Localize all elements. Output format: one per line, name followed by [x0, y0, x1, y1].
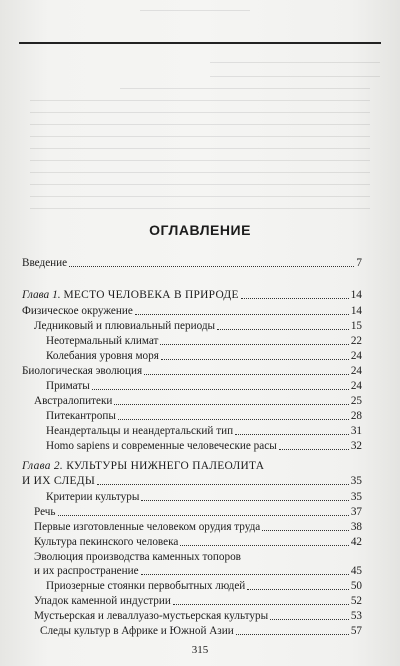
toc-chapter-2-heading[interactable] — [22, 460, 264, 472]
dot-leader — [270, 618, 349, 620]
entry-label: Неандертальцы и неандертальский тип — [46, 425, 234, 437]
chapter-title: КУЛЬТУРЫ НИЖНЕГО ПАЛЕОЛИТА — [66, 460, 265, 472]
toc-entry[interactable] — [22, 304, 362, 318]
entry-page: 25 — [350, 395, 362, 407]
entry-page: 53 — [350, 610, 362, 622]
entry-page: 15 — [350, 320, 362, 332]
toc-entry[interactable] — [46, 439, 362, 453]
entry-label: Приматы — [46, 380, 90, 392]
toc-entry[interactable] — [22, 364, 362, 378]
dot-leader — [160, 343, 348, 345]
entry-label: Культура пекинского человека — [34, 536, 179, 548]
dot-leader — [173, 603, 349, 605]
entry-page: 14 — [350, 305, 362, 317]
entry-page: 52 — [350, 595, 362, 607]
dot-leader — [97, 483, 349, 485]
toc-entry[interactable] — [46, 424, 362, 438]
dot-leader — [241, 297, 349, 299]
dot-leader — [262, 529, 349, 531]
chapter-number: Глава 1. — [22, 289, 61, 301]
toc-entry[interactable] — [34, 505, 362, 519]
entry-page: 24 — [350, 350, 362, 362]
entry-page: 57 — [350, 625, 362, 637]
toc-chapter-1[interactable] — [22, 288, 362, 302]
bleed-through-text — [0, 0, 400, 260]
dot-leader — [141, 499, 348, 501]
dot-leader — [235, 433, 349, 435]
dot-leader — [135, 313, 349, 315]
toc-entry[interactable] — [34, 564, 362, 578]
toc-entry[interactable] — [46, 379, 362, 393]
entry-page: 45 — [350, 565, 362, 577]
dot-leader — [144, 373, 349, 375]
toc-entry[interactable] — [40, 624, 362, 638]
chapter-number: Глава 2. — [22, 460, 64, 472]
entry-page: 24 — [350, 365, 362, 377]
entry-page: 35 — [350, 491, 362, 503]
header-rule — [19, 42, 381, 44]
entry-label: Homo sapiens и современные человеческие расы — [46, 440, 277, 452]
entry-label: Критерии культуры — [46, 491, 140, 503]
toc-entry-multiline[interactable] — [34, 551, 241, 563]
entry-label: Следы культур в Африке и Южной Азии — [40, 625, 234, 637]
entry-label: Питекантропы — [46, 410, 116, 422]
toc-entry[interactable] — [34, 594, 362, 608]
entry-label: Введение — [22, 257, 68, 269]
toc-chapter-2[interactable] — [22, 474, 362, 488]
entry-label: Эволюция производства каменных топоров — [34, 551, 241, 563]
dot-leader — [279, 448, 349, 450]
toc-entry[interactable] — [34, 520, 362, 534]
entry-label: Упадок каменной индустрии — [34, 595, 171, 607]
entry-page: 42 — [350, 536, 362, 548]
dot-leader — [92, 388, 349, 390]
entry-label: Первые изготовленные человеком орудия труда — [34, 521, 261, 533]
toc-entry[interactable] — [46, 490, 362, 504]
toc-entry[interactable] — [34, 394, 362, 408]
entry-label: Биологическая эволюция — [22, 365, 143, 377]
entry-label: и их распространение — [34, 565, 139, 577]
dot-leader — [118, 418, 349, 420]
entry-label: Колебания уровня моря — [46, 350, 159, 362]
toc-entry[interactable] — [34, 319, 362, 333]
entry-label: Ледниковый и плювиальный периоды — [34, 320, 216, 332]
entry-page: 31 — [350, 425, 362, 437]
entry-page: 28 — [350, 410, 362, 422]
page-number: 315 — [191, 644, 209, 656]
entry-label: Приозерные стоянки первобытных людей — [46, 580, 246, 592]
dot-leader — [180, 544, 348, 546]
dot-leader — [217, 328, 349, 330]
dot-leader — [58, 514, 349, 516]
entry-label: Австралопитеки — [34, 395, 113, 407]
entry-page: 32 — [350, 440, 362, 452]
entry-page: 50 — [350, 580, 362, 592]
toc-entry[interactable] — [46, 334, 362, 348]
toc-title: ОГЛАВЛЕНИЕ — [149, 222, 251, 238]
entry-label: Мустьерская и леваллуазо-мустьерская культуры — [34, 610, 269, 622]
toc-entry[interactable] — [46, 409, 362, 423]
chapter-title: МЕСТО ЧЕЛОВЕКА В ПРИРОДЕ — [63, 289, 239, 301]
dot-leader — [114, 403, 348, 405]
chapter-title-continued: И ИХ СЛЕДЫ — [22, 475, 96, 487]
entry-label: Речь — [34, 506, 56, 518]
toc-entry[interactable] — [34, 535, 362, 549]
entry-page: 24 — [350, 380, 362, 392]
toc-entry[interactable] — [46, 349, 362, 363]
dot-leader — [247, 588, 349, 590]
dot-leader — [141, 573, 349, 575]
toc-entry[interactable] — [46, 579, 362, 593]
entry-label: Физическое окружение — [22, 305, 133, 317]
entry-page: 14 — [350, 289, 362, 301]
entry-label: Неотермальный климат — [46, 335, 159, 347]
entry-page: 22 — [350, 335, 362, 347]
entry-page: 37 — [350, 506, 362, 518]
toc-entry-intro[interactable] — [22, 256, 362, 270]
dot-leader — [69, 265, 354, 267]
entry-page: 38 — [350, 521, 362, 533]
entry-page: 35 — [350, 475, 362, 487]
dot-leader — [236, 633, 349, 635]
dot-leader — [161, 358, 349, 360]
entry-page: 7 — [356, 257, 362, 269]
toc-entry[interactable] — [34, 609, 362, 623]
